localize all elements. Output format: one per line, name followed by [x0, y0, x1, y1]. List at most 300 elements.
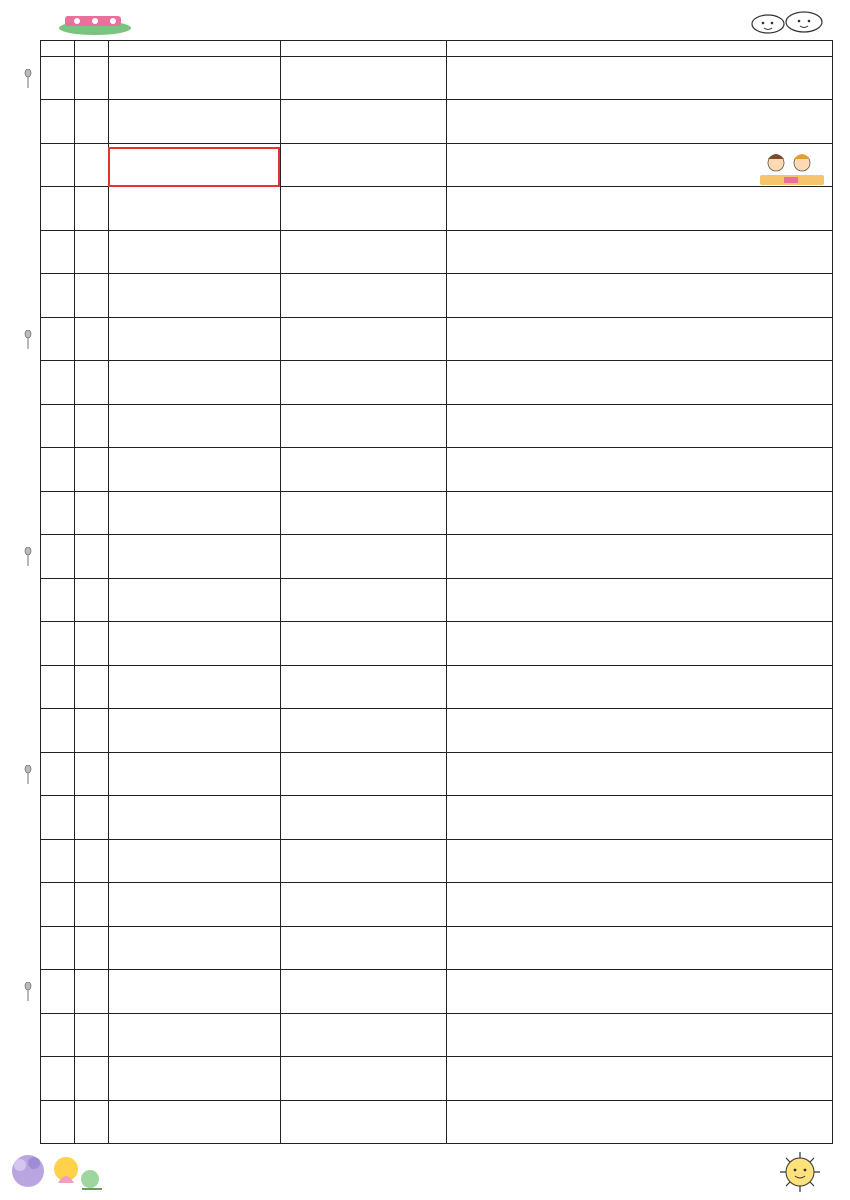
ingredients-cell: [447, 1014, 833, 1057]
day-cell: [41, 405, 75, 448]
ingredients-line: [447, 114, 832, 128]
table-row: [41, 883, 833, 927]
ingredients-line: [447, 258, 832, 272]
ingredients-line: [447, 593, 832, 607]
ingredients-line: [447, 1071, 832, 1085]
ingredients-line: [447, 57, 832, 71]
kondate-line: [109, 187, 280, 201]
table-row: [41, 318, 833, 361]
weekday-cell: [75, 1014, 109, 1057]
kondate-line: [109, 780, 280, 794]
ingredients-line: [447, 274, 832, 288]
snack-line: [281, 332, 446, 346]
ingredients-cell: [447, 274, 833, 318]
toddler-snack-line: [281, 187, 446, 201]
ingredients-line: [447, 245, 832, 259]
day-cell: [41, 1057, 75, 1101]
kondate-line: [109, 71, 280, 85]
ingredients-line: [447, 1115, 832, 1129]
toddler-snack-line: [281, 753, 446, 767]
toddler-snack-line: [281, 144, 446, 158]
ingredients-line: [447, 780, 832, 794]
ingredients-line: [447, 636, 832, 650]
kondate-line: [109, 419, 280, 433]
ingredients-cell: [447, 231, 833, 274]
ingredients-line: [447, 709, 832, 723]
ingredients-cell: [447, 927, 833, 970]
snack-line: [281, 301, 446, 315]
weekday-cell: [75, 274, 109, 318]
ingredients-line: [447, 1057, 832, 1071]
table-row: [41, 100, 833, 144]
ingredients-line: [447, 649, 832, 663]
kondate-cell: [109, 709, 281, 753]
kondate-cell: [109, 666, 281, 709]
kondate-line: [109, 1084, 280, 1098]
kondate-line: [109, 274, 280, 288]
weekday-cell: [75, 579, 109, 622]
kondate-line: [109, 649, 280, 663]
ingredients-line: [447, 606, 832, 620]
snack-cell: [281, 405, 447, 448]
snack-line: [281, 258, 446, 272]
column-header-weekday: [75, 41, 109, 57]
ingredients-line: [447, 1128, 832, 1142]
day-cell: [41, 622, 75, 666]
kondate-line: [109, 753, 280, 767]
kondate-cell: [109, 579, 281, 622]
weekday-cell: [75, 753, 109, 796]
kondate-line: [109, 1014, 280, 1028]
snack-line: [281, 1041, 446, 1055]
ingredients-line: [447, 927, 832, 941]
snack-cell: [281, 927, 447, 970]
kondate-line: [109, 897, 280, 911]
spoon-icon: [24, 330, 32, 350]
kondate-line: [109, 288, 280, 302]
snack-line: [281, 288, 446, 302]
snack-line: [281, 997, 446, 1011]
table-row: [41, 405, 833, 448]
ingredients-line: [447, 475, 832, 489]
snack-line: [281, 506, 446, 520]
snack-line: [281, 519, 446, 533]
kondate-line: [109, 258, 280, 272]
kondate-cell: [109, 274, 281, 318]
day-cell: [41, 144, 75, 187]
weekday-cell: [75, 927, 109, 970]
weekday-cell: [75, 535, 109, 579]
spoon-icon: [24, 547, 32, 567]
snack-line: [281, 606, 446, 620]
kondate-line: [109, 492, 280, 506]
ingredients-line: [447, 941, 832, 955]
column-header-ingredients: [447, 41, 833, 57]
kondate-line: [109, 57, 280, 71]
weekday-cell: [75, 709, 109, 753]
table-row: [41, 361, 833, 405]
snack-line: [281, 1071, 446, 1085]
day-cell: [41, 579, 75, 622]
ingredients-line: [447, 492, 832, 506]
snack-line: [281, 910, 446, 924]
weekday-cell: [75, 970, 109, 1014]
ingredients-line: [447, 535, 832, 549]
snack-line: [281, 432, 446, 446]
day-cell: [41, 709, 75, 753]
toddler-snack-line: [281, 57, 446, 71]
weekday-cell: [75, 622, 109, 666]
snack-cell: [281, 57, 447, 100]
snack-cell: [281, 535, 447, 579]
weekday-cell: [75, 231, 109, 274]
cloud-characters-icon: [748, 6, 828, 36]
snack-cell: [281, 187, 447, 231]
ingredients-line: [447, 301, 832, 315]
ingredients-line: [447, 970, 832, 984]
toddler-snack-line: [281, 1057, 446, 1071]
kondate-cell: [109, 927, 281, 970]
snack-cell: [281, 622, 447, 666]
kondate-line: [109, 680, 280, 694]
kondate-line: [109, 910, 280, 924]
ingredients-cell: [447, 1057, 833, 1101]
kondate-cell: [109, 840, 281, 883]
kondate-cell: [109, 1101, 281, 1144]
weekday-cell: [75, 405, 109, 448]
kondate-line: [109, 549, 280, 563]
ingredients-line: [447, 562, 832, 576]
snack-line: [281, 897, 446, 911]
ingredients-line: [447, 462, 832, 476]
kondate-line: [109, 593, 280, 607]
toddler-snack-line: [281, 100, 446, 114]
table-row: [41, 448, 833, 492]
kondate-line: [109, 723, 280, 737]
ingredients-line: [447, 519, 832, 533]
ingredients-cell: [447, 840, 833, 883]
table-row: [41, 666, 833, 709]
kondate-line: [109, 1115, 280, 1129]
kondate-line: [109, 997, 280, 1011]
kondate-line: [109, 854, 280, 868]
weekday-cell: [75, 883, 109, 927]
toddler-snack-line: [281, 840, 446, 854]
snack-line: [281, 171, 446, 185]
toddler-snack-line: [281, 883, 446, 897]
kondate-cell: [109, 448, 281, 492]
snack-cell: [281, 1014, 447, 1057]
kondate-line: [109, 462, 280, 476]
day-cell: [41, 535, 75, 579]
kondate-line: [109, 970, 280, 984]
snack-line: [281, 954, 446, 968]
kondate-cell: [109, 970, 281, 1014]
kondate-line: [109, 535, 280, 549]
snack-line: [281, 475, 446, 489]
day-cell: [41, 840, 75, 883]
menu-table: [40, 40, 833, 1144]
ingredients-line: [447, 231, 832, 245]
ingredients-line: [447, 84, 832, 98]
table-row: [41, 709, 833, 753]
kondate-line: [109, 361, 280, 375]
day-cell: [41, 231, 75, 274]
table-row: [41, 579, 833, 622]
table-row: [41, 970, 833, 1014]
page-header: [0, 0, 850, 40]
kondate-line: [109, 796, 280, 810]
spoon-icon: [24, 69, 32, 89]
snack-line: [281, 780, 446, 794]
toddler-snack-line: [281, 448, 446, 462]
kondate-line: [109, 941, 280, 955]
ingredients-line: [447, 840, 832, 854]
snack-cell: [281, 361, 447, 405]
toddler-snack-line: [281, 622, 446, 636]
toddler-snack-line: [281, 1101, 446, 1115]
kondate-line: [109, 1028, 280, 1042]
ingredients-line: [447, 897, 832, 911]
hydrangea-snail-illustration-icon: [6, 1145, 106, 1197]
kondate-line: [109, 201, 280, 215]
column-header-day: [41, 41, 75, 57]
ingredients-line: [447, 867, 832, 881]
kondate-line: [109, 867, 280, 881]
toddler-snack-line: [281, 796, 446, 810]
weekday-cell: [75, 796, 109, 840]
kondate-line: [109, 840, 280, 854]
kondate-line: [109, 666, 280, 680]
ingredients-line: [447, 767, 832, 781]
ingredients-cell: [447, 1101, 833, 1144]
table-row: [41, 622, 833, 666]
table-row: [41, 492, 833, 535]
toddler-snack-line: [281, 970, 446, 984]
kondate-line: [109, 636, 280, 650]
snack-cell: [281, 318, 447, 361]
kondate-line: [109, 332, 280, 346]
snack-line: [281, 1084, 446, 1098]
snack-line: [281, 693, 446, 707]
ingredients-cell: [447, 883, 833, 927]
weekday-cell: [75, 100, 109, 144]
ingredients-line: [447, 1084, 832, 1098]
kondate-cell: [109, 405, 281, 448]
kondate-cell: [109, 100, 281, 144]
legend-row: [40, 1141, 840, 1157]
kondate-line: [109, 127, 280, 141]
snack-line: [281, 593, 446, 607]
kondate-line: [109, 301, 280, 315]
kondate-cell: [109, 622, 281, 666]
snack-line: [281, 562, 446, 576]
weekday-cell: [75, 1101, 109, 1144]
kondate-line: [109, 114, 280, 128]
ingredients-cell: [447, 622, 833, 666]
table-row: [41, 57, 833, 100]
snack-cell: [281, 883, 447, 927]
kondate-line: [109, 405, 280, 419]
kondate-line: [109, 318, 280, 332]
day-cell: [41, 100, 75, 144]
day-cell: [41, 57, 75, 100]
table-row: [41, 927, 833, 970]
kondate-line: [109, 375, 280, 389]
ingredients-line: [447, 332, 832, 346]
ingredients-line: [447, 448, 832, 462]
kondate-line: [109, 1057, 280, 1071]
kondate-line: [109, 214, 280, 228]
spoon-icon: [24, 982, 32, 1002]
table-row: [41, 274, 833, 318]
kondate-cell: [109, 187, 281, 231]
table-row: [41, 1057, 833, 1101]
kondate-cell: [109, 883, 281, 927]
day-cell: [41, 361, 75, 405]
toddler-snack-line: [281, 274, 446, 288]
snack-line: [281, 114, 446, 128]
snack-cell: [281, 100, 447, 144]
weekday-cell: [75, 361, 109, 405]
snack-cell: [281, 709, 447, 753]
ingredients-line: [447, 201, 832, 215]
kondate-cell: [109, 1014, 281, 1057]
kondate-line: [109, 823, 280, 837]
day-cell: [41, 883, 75, 927]
snack-line: [281, 345, 446, 359]
snack-line: [281, 71, 446, 85]
snack-line: [281, 941, 446, 955]
kondate-line: [109, 448, 280, 462]
ingredients-line: [447, 723, 832, 737]
ingredients-cell: [447, 100, 833, 144]
weekday-cell: [75, 144, 109, 187]
snack-line: [281, 375, 446, 389]
ingredients-line: [447, 1041, 832, 1055]
kondate-line: [109, 736, 280, 750]
ingredients-line: [447, 883, 832, 897]
ingredients-line: [447, 954, 832, 968]
ingredients-cell: [447, 187, 833, 231]
kondate-line: [109, 883, 280, 897]
kondate-line: [109, 1128, 280, 1142]
day-cell: [41, 753, 75, 796]
ingredients-line: [447, 419, 832, 433]
weekday-cell: [75, 318, 109, 361]
ingredients-line: [447, 1028, 832, 1042]
ingredients-line: [447, 388, 832, 402]
kondate-cell: [109, 796, 281, 840]
snack-line: [281, 649, 446, 663]
snack-cell: [281, 840, 447, 883]
snack-line: [281, 245, 446, 259]
picnic-children-icon: [756, 149, 828, 189]
snack-cell: [281, 666, 447, 709]
snack-line: [281, 636, 446, 650]
table-row: [41, 1014, 833, 1057]
kondate-line: [109, 579, 280, 593]
ingredients-cell: [447, 579, 833, 622]
ingredients-cell: [447, 970, 833, 1014]
toddler-snack-line: [281, 1014, 446, 1028]
ingredients-line: [447, 1101, 832, 1115]
kondate-cell: [109, 318, 281, 361]
ingredients-line: [447, 405, 832, 419]
ingredients-line: [447, 910, 832, 924]
toddler-snack-line: [281, 666, 446, 680]
kondate-line: [109, 432, 280, 446]
weekday-cell: [75, 57, 109, 100]
ingredients-cell: [447, 361, 833, 405]
snack-cell: [281, 144, 447, 187]
snack-line: [281, 84, 446, 98]
day-cell: [41, 187, 75, 231]
ingredients-line: [447, 187, 832, 201]
ingredients-cell: [447, 666, 833, 709]
snack-line: [281, 214, 446, 228]
weekday-cell: [75, 840, 109, 883]
snack-cell: [281, 448, 447, 492]
day-cell: [41, 318, 75, 361]
kondate-line: [109, 562, 280, 576]
snack-cell: [281, 274, 447, 318]
snack-line: [281, 388, 446, 402]
snack-line: [281, 736, 446, 750]
kondate-line: [109, 810, 280, 824]
ingredients-line: [447, 214, 832, 228]
table-row: [41, 796, 833, 840]
ingredients-line: [447, 100, 832, 114]
kondate-cell: [109, 1057, 281, 1101]
snack-cell: [281, 753, 447, 796]
snack-cell: [281, 970, 447, 1014]
weekday-cell: [75, 666, 109, 709]
day-cell: [41, 448, 75, 492]
day-cell: [41, 970, 75, 1014]
ingredients-line: [447, 506, 832, 520]
kondate-line: [109, 245, 280, 259]
snack-line: [281, 810, 446, 824]
toddler-snack-line: [281, 535, 446, 549]
ingredients-cell: [447, 57, 833, 100]
kondate-line: [109, 767, 280, 781]
day-cell: [41, 1014, 75, 1057]
ingredients-line: [447, 127, 832, 141]
ingredients-line: [447, 375, 832, 389]
ingredients-line: [447, 854, 832, 868]
kondate-line: [109, 100, 280, 114]
toddler-snack-line: [281, 405, 446, 419]
ingredients-line: [447, 432, 832, 446]
kondate-cell: [109, 753, 281, 796]
kondate-line: [109, 231, 280, 245]
snack-line: [281, 462, 446, 476]
kondate-line: [109, 622, 280, 636]
bento-day-label: [108, 147, 280, 187]
day-cell: [41, 274, 75, 318]
ingredients-cell: [447, 492, 833, 535]
ingredients-line: [447, 810, 832, 824]
ingredients-line: [447, 71, 832, 85]
snack-line: [281, 1028, 446, 1042]
table-header-row: [41, 41, 833, 57]
snack-line: [281, 158, 446, 172]
snack-line: [281, 823, 446, 837]
kondate-line: [109, 606, 280, 620]
day-cell: [41, 1101, 75, 1144]
kondate-cell: [109, 57, 281, 100]
